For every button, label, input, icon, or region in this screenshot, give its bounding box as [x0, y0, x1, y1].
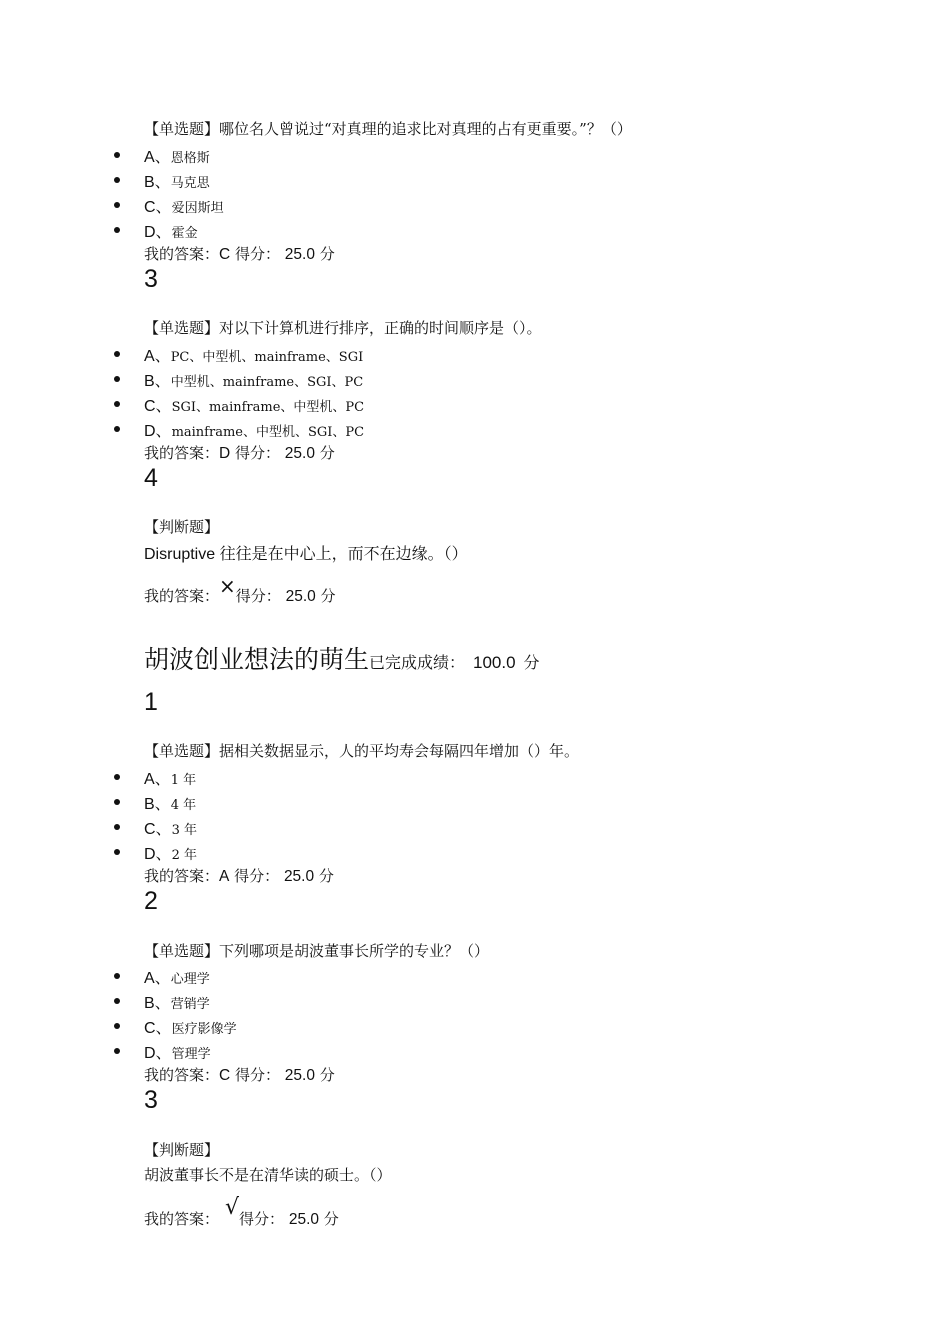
question-statement — [144, 541, 468, 564]
option-b — [144, 791, 196, 814]
score-unit: 分 — [323, 1210, 339, 1228]
section-unit: 分 — [523, 653, 540, 672]
bullet-icon — [114, 973, 120, 979]
option-text: mainframe、中型机、SGI、PC — [171, 425, 365, 440]
question-type: 【判断题】 — [144, 1141, 220, 1159]
answer-label: 我的答案： — [144, 587, 220, 605]
option-d — [144, 1040, 211, 1063]
option-d — [144, 418, 364, 441]
option-c — [144, 1015, 237, 1038]
option-a — [144, 766, 196, 789]
question-number: 1 — [144, 688, 158, 716]
answer-value: C — [219, 1067, 231, 1084]
my-answer — [144, 243, 335, 264]
option-text: 营销学 — [170, 997, 210, 1012]
option-text: 心理学 — [170, 972, 210, 987]
score-unit: 分 — [318, 867, 334, 885]
section-name: 胡波创业想法的萌生 — [144, 645, 370, 674]
bullet-icon — [114, 1023, 120, 1029]
option-b — [144, 368, 363, 391]
score-unit: 分 — [319, 1066, 335, 1084]
answer-label: 我的答案： — [144, 867, 220, 885]
option-letter: A、 — [144, 970, 171, 987]
option-letter: A、 — [144, 149, 171, 166]
score-unit: 分 — [320, 587, 336, 605]
bullet-icon — [114, 177, 120, 183]
option-text: 恩格斯 — [170, 151, 210, 166]
question-text: 【单选题】对以下计算机进行排序，正确的时间顺序是（）。 — [144, 319, 542, 337]
section-status: 已完成成绩： — [369, 653, 466, 672]
bullet-icon — [114, 401, 120, 407]
score-value: 25.0 — [288, 1211, 320, 1228]
bullet-icon — [114, 799, 120, 805]
bullet-icon — [114, 849, 120, 855]
score-unit: 分 — [319, 444, 335, 462]
option-letter: D、 — [144, 1045, 172, 1062]
option-text: PC、中型机、mainframe、SGI — [170, 350, 364, 365]
option-letter: D、 — [144, 846, 172, 863]
score-label: 得分： — [239, 1210, 285, 1228]
option-letter: B、 — [144, 796, 171, 813]
option-text: 1 年 — [170, 773, 197, 788]
score-label: 得分： — [235, 1066, 281, 1084]
statement-text: Disruptive 往往是在中心上，而不在边缘。（） — [144, 546, 468, 563]
option-letter: C、 — [144, 398, 172, 415]
option-c — [144, 816, 197, 839]
option-d — [144, 219, 198, 242]
bullet-icon — [114, 426, 120, 432]
option-d — [144, 841, 197, 864]
bullet-icon — [114, 998, 120, 1004]
question-number: 3 — [144, 265, 158, 293]
score-value: 25.0 — [283, 868, 315, 885]
question-type: 【判断题】 — [144, 518, 220, 536]
option-text: SGI、mainframe、中型机、PC — [171, 400, 365, 415]
question-number: 2 — [144, 887, 158, 915]
score-value: 25.0 — [284, 1067, 315, 1084]
option-text: 3 年 — [171, 823, 197, 838]
option-letter: A、 — [144, 348, 171, 365]
bullet-icon — [114, 152, 120, 158]
answer-value: A — [219, 868, 230, 885]
bullet-icon — [114, 1048, 120, 1054]
option-letter: C、 — [144, 821, 172, 838]
bullet-icon — [114, 227, 120, 233]
score-label: 得分： — [234, 867, 280, 885]
section-score: 100.0 — [472, 653, 516, 672]
option-b — [144, 990, 210, 1013]
option-text: 中型机、mainframe、SGI、PC — [170, 375, 364, 390]
option-c — [144, 194, 224, 217]
option-a — [144, 343, 363, 366]
option-text: 医疗影像学 — [171, 1022, 237, 1037]
option-letter: B、 — [144, 174, 171, 191]
question-text: 【单选题】下列哪项是胡波董事长所学的专业？（） — [144, 942, 490, 960]
option-letter: D、 — [144, 224, 172, 241]
option-letter: D、 — [144, 423, 172, 440]
my-answer — [144, 442, 335, 463]
question-number: 4 — [144, 464, 158, 492]
option-letter: B、 — [144, 995, 171, 1012]
option-letter: C、 — [144, 199, 172, 216]
option-letter: B、 — [144, 373, 171, 390]
option-a — [144, 965, 210, 988]
answer-label: 我的答案： — [144, 1210, 220, 1228]
answer-label: 我的答案： — [144, 444, 220, 462]
score-value: 25.0 — [284, 246, 315, 263]
my-answer — [144, 865, 334, 886]
my-answer — [144, 574, 336, 606]
option-text: 霍金 — [171, 226, 198, 241]
question-number: 3 — [144, 1086, 158, 1114]
question-text: 【单选题】据相关数据显示，人的平均寿会每隔四年增加（）年。 — [144, 742, 580, 760]
option-text: 管理学 — [171, 1047, 211, 1062]
bullet-icon — [114, 824, 120, 830]
option-b — [144, 169, 210, 192]
option-text: 4 年 — [170, 798, 197, 813]
score-label: 得分： — [235, 587, 281, 605]
answer-label: 我的答案： — [144, 245, 220, 263]
score-value: 25.0 — [285, 588, 316, 605]
bullet-icon — [114, 774, 120, 780]
option-text: 马克思 — [170, 176, 210, 191]
question-statement: 胡波董事长不是在清华读的硕士。（） — [144, 1166, 392, 1184]
my-answer — [144, 1195, 339, 1230]
bullet-icon — [114, 202, 120, 208]
question-text: 【单选题】哪位名人曾说过“对真理的追求比对真理的占有更重要。”？（） — [144, 120, 632, 138]
bullet-icon — [114, 351, 120, 357]
bullet-icon — [114, 376, 120, 382]
option-text: 2 年 — [171, 848, 197, 863]
my-answer — [144, 1064, 335, 1085]
answer-value: C — [219, 246, 231, 263]
answer-value: D — [219, 445, 231, 462]
score-unit: 分 — [319, 245, 335, 263]
option-c — [144, 393, 364, 416]
score-value: 25.0 — [284, 445, 315, 462]
cross-icon: × — [219, 574, 236, 598]
option-text: 爱因斯坦 — [171, 201, 224, 216]
score-label: 得分： — [235, 245, 281, 263]
score-label: 得分： — [235, 444, 281, 462]
check-icon: √ — [225, 1195, 240, 1220]
option-letter: A、 — [144, 771, 171, 788]
option-letter: C、 — [144, 1020, 172, 1037]
answer-label: 我的答案： — [144, 1066, 220, 1084]
section-title — [144, 640, 540, 676]
option-a — [144, 144, 210, 167]
